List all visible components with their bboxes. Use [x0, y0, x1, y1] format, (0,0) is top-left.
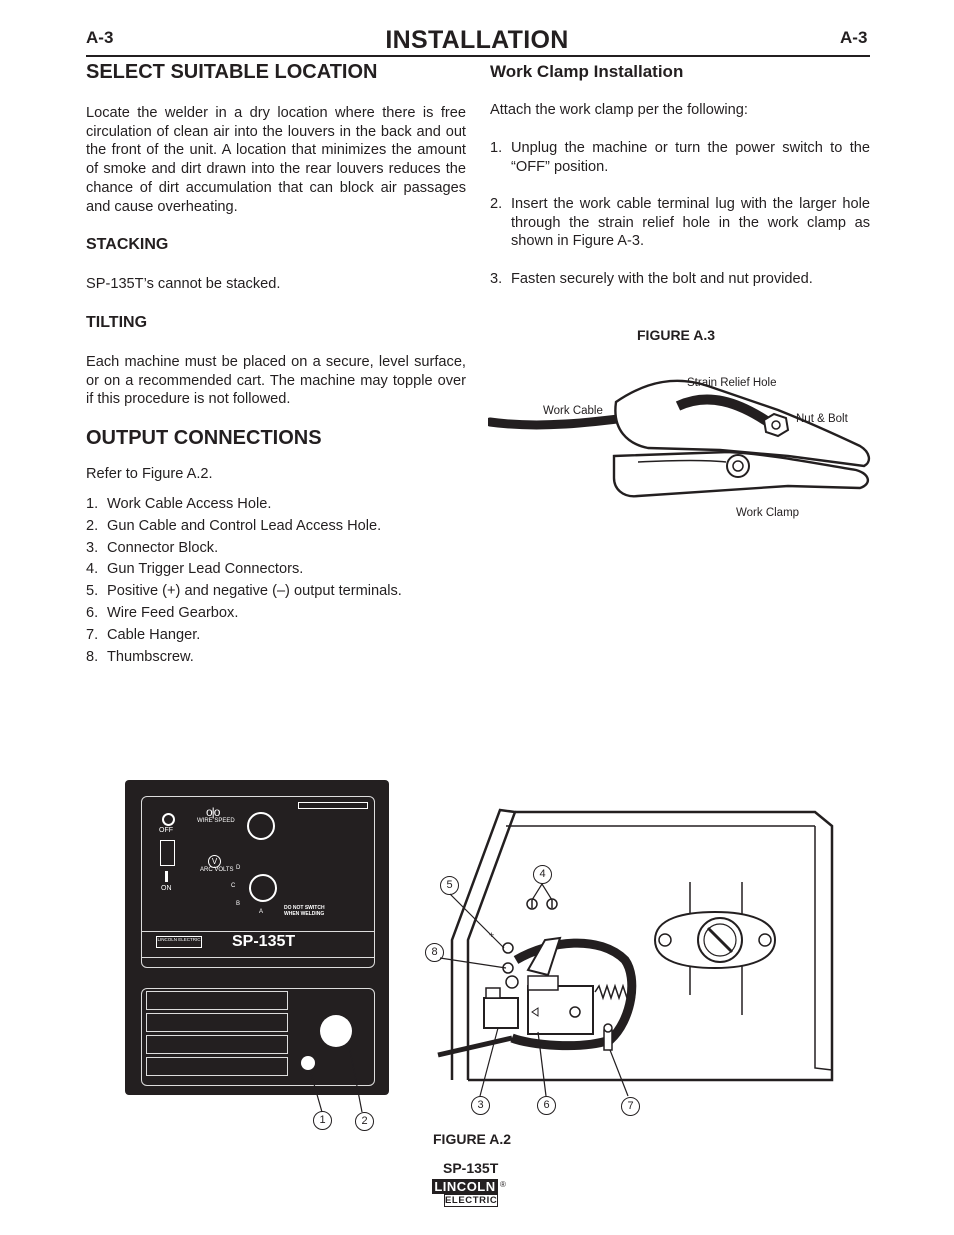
- warning-label: DO NOT SWITCH WHEN WELDING: [284, 905, 325, 917]
- tilting-text: Each machine must be placed on a secure, level surface, or on a recommended cart. The machine may topple over if this procedure is not followed.: [86, 354, 466, 408]
- list-item: 8. Thumbscrew.: [86, 648, 194, 665]
- lincoln-electric-logo: LINCOLN ELECTRIC ®: [432, 1179, 510, 1207]
- panel-divider: [142, 957, 374, 958]
- list-item: 3. Fasten securely with the bolt and nut provided.: [490, 270, 813, 287]
- list-item: 1. Unplug the machine or turn the power switch to the “OFF” position.: [490, 140, 870, 175]
- panel-model-label: SP-135T: [232, 933, 296, 950]
- side-view-figure: [420, 800, 880, 1130]
- label-nut-bolt: Nut & Bolt: [796, 413, 848, 425]
- panel-slot: [298, 802, 368, 809]
- figure-a3-caption: FIGURE A.3: [637, 327, 716, 343]
- header-rule: [86, 55, 870, 57]
- page-title: INSTALLATION: [385, 26, 569, 54]
- plus-label: +: [489, 930, 495, 940]
- footer-model: SP-135T: [443, 1160, 499, 1176]
- label-work-cable: Work Cable: [543, 405, 603, 417]
- stacking-text: SP-135T’s cannot be stacked.: [86, 276, 281, 292]
- stacking-heading: STACKING: [86, 236, 169, 253]
- off-label: OFF: [159, 827, 173, 834]
- list-item: 3. Connector Block.: [86, 539, 219, 556]
- callout-5: 5: [440, 876, 459, 895]
- page-number-right: A-3: [840, 28, 868, 47]
- output-list: [86, 494, 466, 668]
- panel-slat: [146, 1035, 288, 1054]
- off-indicator-icon: [162, 813, 175, 826]
- callout-3: 3: [471, 1096, 490, 1115]
- callout-2: 2: [355, 1112, 374, 1131]
- callout-6: 6: [537, 1096, 556, 1115]
- wire-speed-label: WIRE SPEED: [197, 818, 235, 824]
- location-text: Locate the welder in a dry location where there is free circulation of clean air into the louvers in the back and out the front of the unit. A location that minimizes the amount of smoke and dirt drawn into the rear louvers reduces the chance of dirt accumulation that can block air passages and cause overheating.: [86, 105, 466, 215]
- label-work-clamp: Work Clamp: [736, 507, 800, 519]
- tilting-heading: TILTING: [86, 314, 148, 331]
- wire-speed-knob[interactable]: [247, 812, 275, 840]
- work-clamp-heading: Work Clamp Installation: [490, 62, 684, 81]
- callout-leaders: [300, 1040, 380, 1115]
- dial-a-label: A: [259, 909, 264, 915]
- brand-badge: LINCOLN ELECTRIC: [156, 936, 202, 948]
- callout-4: 4: [533, 865, 552, 884]
- control-panel: [141, 796, 375, 968]
- output-heading: OUTPUT CONNECTIONS: [86, 427, 322, 449]
- panel-slat: [146, 991, 288, 1010]
- work-clamp-figure: [488, 370, 878, 530]
- work-clamp-intro: Attach the work clamp per the following:: [490, 102, 748, 118]
- wire-feed-icon: o|o: [206, 805, 220, 819]
- dial-b-label: B: [236, 901, 241, 907]
- work-clamp-steps: [490, 139, 870, 307]
- page-number-left: A-3: [86, 28, 114, 47]
- panel-slat: [146, 1013, 288, 1032]
- callout-8: 8: [425, 943, 444, 962]
- label-strain-relief-hole: Strain Relief Hole: [687, 377, 777, 389]
- list-item: 6. Wire Feed Gearbox.: [86, 604, 239, 621]
- panel-divider: [142, 931, 374, 932]
- list-item: 7. Cable Hanger.: [86, 626, 201, 643]
- arc-volts-label: ARC VOLTS: [200, 867, 234, 873]
- list-item: 2. Gun Cable and Control Lead Access Hole.: [86, 517, 382, 534]
- dial-d-label: D: [236, 865, 241, 871]
- on-indicator-icon: [165, 871, 168, 882]
- list-item: 2. Insert the work cable terminal lug with the larger hole through the strain relief hole in the work clamp as shown in Figure A-3.: [490, 195, 870, 250]
- list-item: 4. Gun Trigger Lead Connectors.: [86, 561, 304, 578]
- figure-a2-caption: FIGURE A.2: [433, 1131, 512, 1147]
- arc-volts-knob[interactable]: [249, 874, 277, 902]
- volt-icon: V: [208, 855, 221, 868]
- panel-slat: [146, 1057, 288, 1076]
- callout-1: 1: [313, 1111, 332, 1130]
- dial-c-label: C: [231, 883, 236, 889]
- on-label: ON: [161, 885, 172, 892]
- power-switch[interactable]: [160, 840, 175, 866]
- list-item: 1. Work Cable Access Hole.: [86, 496, 272, 512]
- output-intro: Refer to Figure A.2.: [86, 466, 213, 482]
- callout-7: 7: [621, 1097, 640, 1116]
- list-item: 5. Positive (+) and negative (–) output terminals.: [86, 583, 402, 600]
- location-heading: SELECT SUITABLE LOCATION: [86, 61, 378, 83]
